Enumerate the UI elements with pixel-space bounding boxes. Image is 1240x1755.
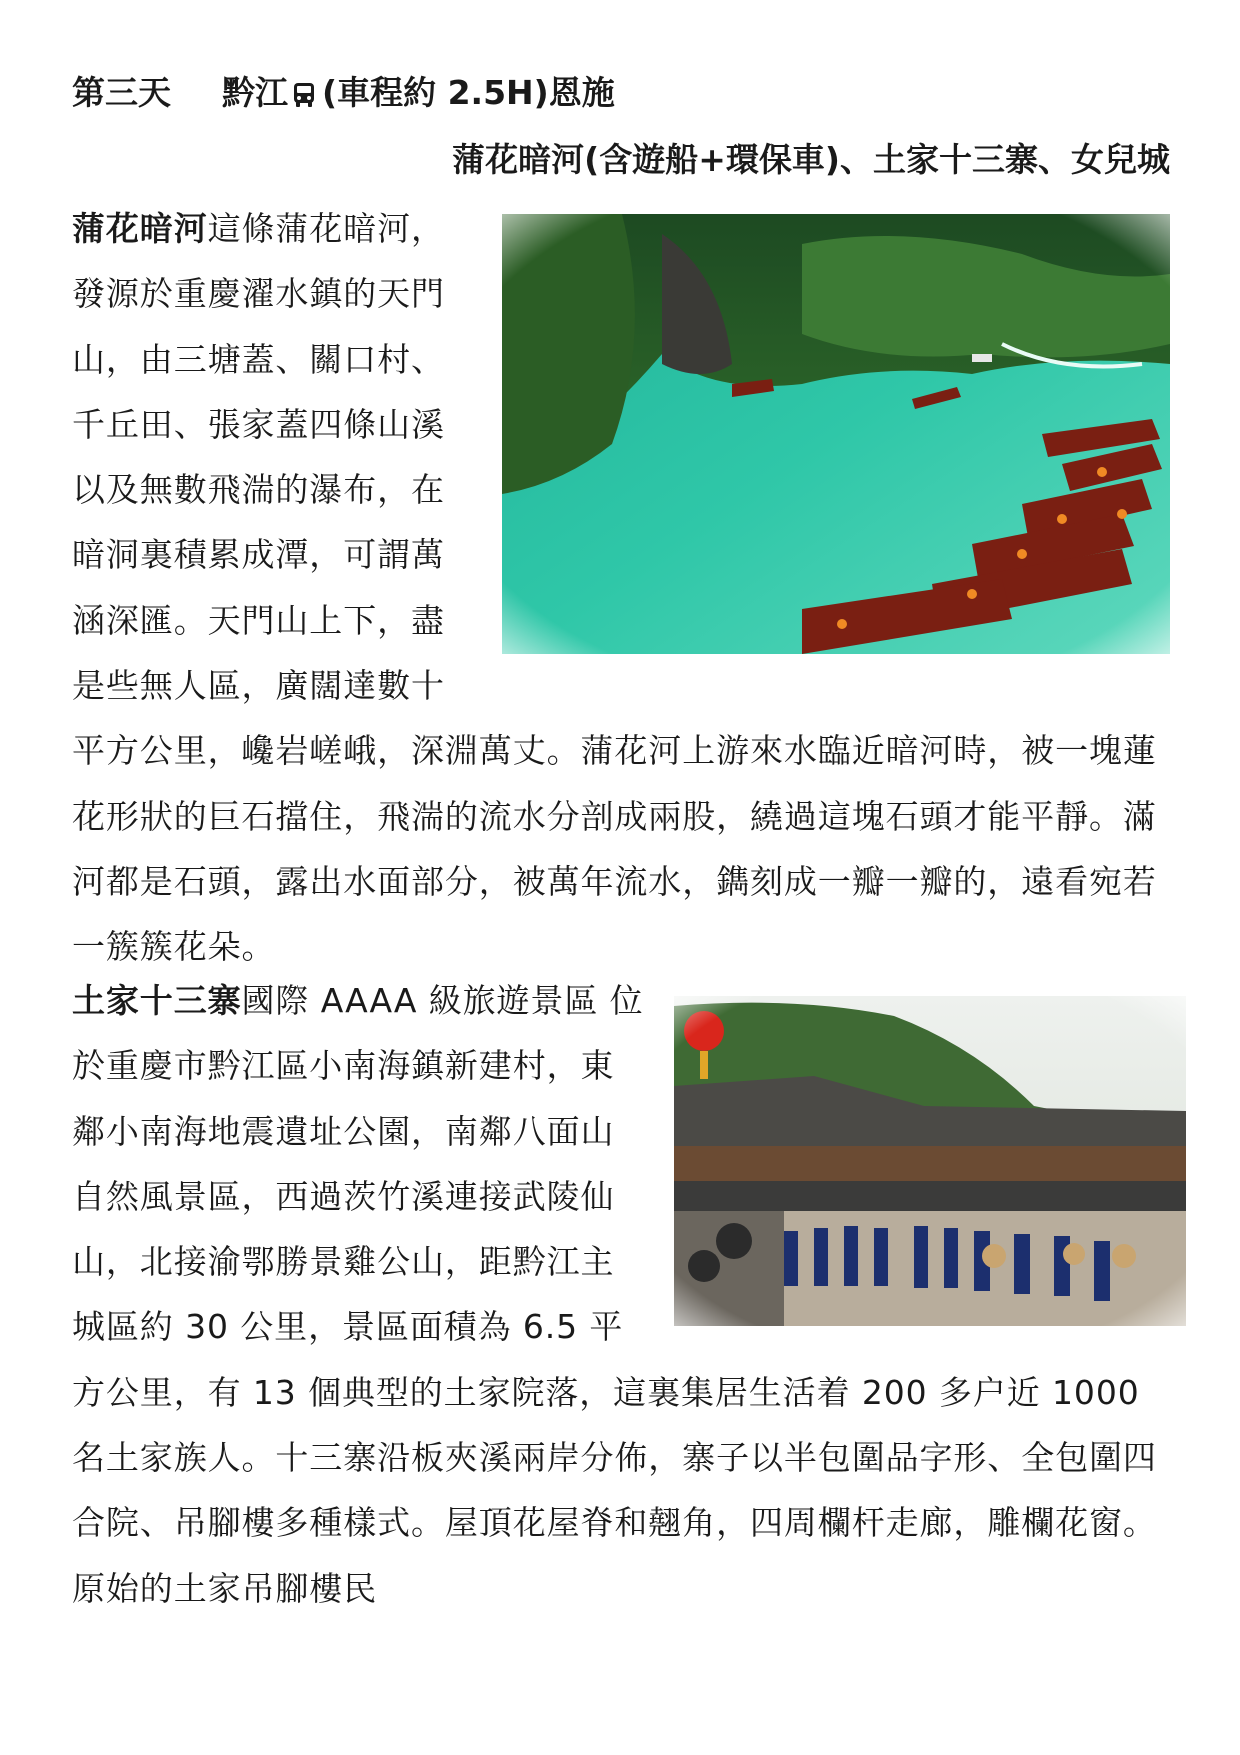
section-body-puhua-river: 這條蒲花暗河，發源於重慶濯水鎮的天門山，由三塘蓋、關口村、千丘田、張家蓋四條山溪以及無數飛湍的瀑布，在暗洞裏積累成潭，可謂萬涵深匯。天門山上下，盡是些無人區，廣闊達數十平方公里，巉岩嵯峨，深淵萬丈。蒲花河上游來水臨近暗河時，被一塊蓮花形狀的巨石擋住，飛湍的流水分剖成兩股，繞過這塊石頭才能平靜。滿河都是石頭，露出水面部分，被萬年流水，鐫刻成一瓣一瓣的，遠看宛若一簇簇花朵。 xyxy=(72,209,1157,967)
route-to: 恩施 xyxy=(548,73,615,112)
day-header xyxy=(72,68,615,118)
section-tujia-thirteen-villages xyxy=(72,968,1170,1620)
route-from: 黔江 xyxy=(222,73,288,112)
route-drive-time: (車程約 2.5H) xyxy=(322,73,549,112)
section-title-tujia-villages: 土家十三寨 xyxy=(72,981,242,1020)
section-body-tujia-villages: 國際 AAAA 級旅遊景區 位於重慶市黔江區小南海鎮新建村，東鄰小南海地震遺址公園，南鄰八面山自然風景區，西過茨竹溪連接武陵仙山，北接渝鄂勝景雞公山，距黔江主城區約 30 公里，景區面積為 6.5 平方公里，有 13 個典型的土家院落，這裏集居生活着 200 多户近 1000 名土家族人。十三寨沿板夾溪兩岸分佈，寨子以半包圍品字形、全包圍四合院、吊腳樓多種樣式。屋頂花屋脊和翹角，四周欄杆走廊，雕欄花窗。原始的土家吊腳樓民 xyxy=(72,981,1157,1608)
day-label: 第三天 xyxy=(72,73,171,112)
section-puhua-river xyxy=(72,196,1170,980)
day-sights-subtitle: 蒲花暗河(含遊船+環保車)、土家十三寨、女兒城 xyxy=(452,140,1170,179)
bus-icon xyxy=(292,82,316,108)
tujia-village-photo xyxy=(674,996,1186,1326)
section-title-puhua-river: 蒲花暗河 xyxy=(72,209,208,248)
river-boats-photo xyxy=(502,214,1170,654)
